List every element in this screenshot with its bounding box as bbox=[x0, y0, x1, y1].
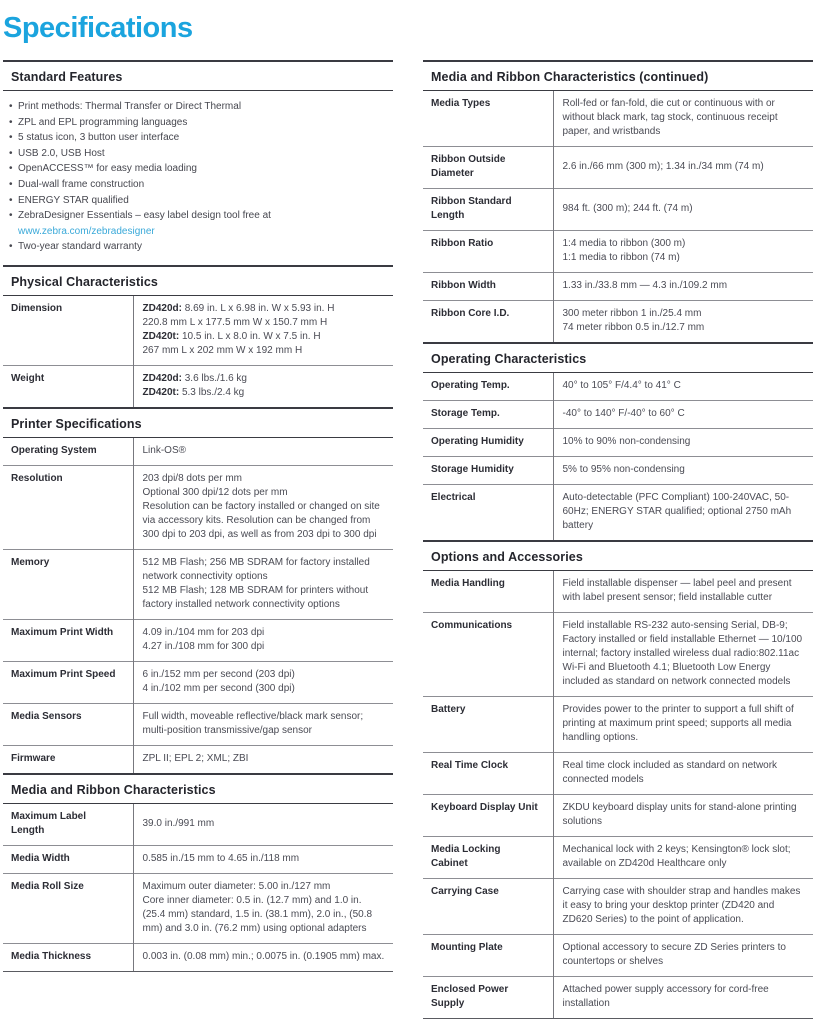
spec-value-line: 1:4 media to ribbon (300 m) bbox=[562, 238, 686, 249]
section-title: Standard Features bbox=[3, 62, 393, 91]
spec-label: Media Thickness bbox=[3, 943, 133, 971]
section-title: Printer Specifications bbox=[3, 409, 393, 438]
spec-label: Operating System bbox=[3, 438, 133, 466]
spec-value-line: 0.003 in. (0.08 mm) min.; 0.0075 in. (0.1905 mm) max. bbox=[142, 950, 385, 962]
spec-value-line: 220.8 mm L x 177.5 mm W x 150.7 mm H bbox=[142, 316, 328, 328]
spec-value-line: ZPL II; EPL 2; XML; ZBI bbox=[142, 752, 249, 764]
spec-value-line: ZD420d: 8.69 in. L x 6.98 in. W x 5.93 in. H bbox=[142, 302, 335, 314]
spec-value bbox=[553, 977, 813, 1019]
feature-item bbox=[9, 146, 387, 162]
spec-value bbox=[553, 879, 813, 935]
feature-text: ZebraDesigner Essentials – easy label design tool free at bbox=[18, 210, 271, 222]
spec-row-real-time-clock bbox=[423, 753, 813, 795]
spec-value bbox=[133, 845, 393, 873]
spec-row-communications bbox=[423, 613, 813, 697]
spec-value-line: 1:1 media to ribbon (74 m) bbox=[562, 252, 680, 263]
spec-row-operating-temp bbox=[423, 373, 813, 401]
spec-label: Mounting Plate bbox=[423, 935, 553, 977]
spec-label: Firmware bbox=[3, 745, 133, 773]
spec-value-line: Maximum outer diameter: 5.00 in./127 mm bbox=[142, 880, 331, 892]
spec-value-line: 10% to 90% non-condensing bbox=[562, 436, 691, 447]
spec-table bbox=[3, 804, 393, 971]
spec-label: Media Locking Cabinet bbox=[423, 837, 553, 879]
feature-text: ENERGY STAR qualified bbox=[18, 194, 129, 206]
spec-table bbox=[423, 571, 813, 1018]
section-options-and-accessories bbox=[423, 540, 813, 1019]
spec-value-line: 984 ft. (300 m); 244 ft. (74 m) bbox=[562, 203, 693, 214]
spec-value-line: 2.6 in./66 mm (300 m); 1.34 in./34 mm (74 m) bbox=[562, 161, 764, 172]
spec-value-line: ZKDU keyboard display units for stand-alone printing solutions bbox=[562, 802, 797, 827]
spec-label: Real Time Clock bbox=[423, 753, 553, 795]
spec-value-line: 39.0 in./991 mm bbox=[142, 817, 215, 829]
spec-column bbox=[423, 60, 813, 1019]
spec-value bbox=[553, 571, 813, 613]
feature-text: 5 status icon, 3 button user interface bbox=[18, 132, 180, 144]
spec-row-maximum-label-length bbox=[3, 804, 393, 846]
spec-value-line: ZD420t: 10.5 in. L x 8.0 in. W x 7.5 in. H bbox=[142, 330, 321, 342]
feature-text: ZPL and EPL programming languages bbox=[18, 116, 188, 128]
feature-text: Dual-wall frame construction bbox=[18, 178, 145, 190]
spec-value-line: Attached power supply accessory for cord-free installation bbox=[562, 984, 769, 1009]
spec-value bbox=[553, 429, 813, 457]
feature-item bbox=[9, 130, 387, 146]
spec-value bbox=[133, 943, 393, 971]
spec-label: Ribbon Standard Length bbox=[423, 189, 553, 231]
spec-row-media-width bbox=[3, 845, 393, 873]
section-title: Options and Accessories bbox=[423, 542, 813, 571]
spec-value bbox=[133, 296, 393, 366]
spec-label: Media Width bbox=[3, 845, 133, 873]
spec-value bbox=[133, 804, 393, 846]
spec-row-carrying-case bbox=[423, 879, 813, 935]
spec-label: Media Handling bbox=[423, 571, 553, 613]
spec-row-ribbon-core-i-d bbox=[423, 301, 813, 343]
spec-value-line: Auto-detectable (PFC Compliant) 100-240VAC, 50-60Hz; ENERGY STAR qualified; optional 2750 mAh battery bbox=[562, 492, 792, 531]
zebra-designer-link[interactable]: www.zebra.com/zebradesigner bbox=[18, 225, 155, 237]
feature-item bbox=[9, 161, 387, 177]
spec-value-line: Full width, moveable reflective/black mark sensor; multi-position transmissive/gap sensor bbox=[142, 710, 364, 736]
spec-label: Resolution bbox=[3, 465, 133, 549]
spec-value-line: Real time clock included as standard on network connected models bbox=[562, 760, 778, 785]
spec-row-media-sensors bbox=[3, 703, 393, 745]
section-title: Media and Ribbon Characteristics (continued) bbox=[423, 62, 813, 91]
spec-value-line: 4 in./102 mm per second (300 dpi) bbox=[142, 682, 295, 694]
spec-value bbox=[133, 549, 393, 619]
spec-value bbox=[133, 703, 393, 745]
spec-value-line: ZD420t: 5.3 lbs./2.4 kg bbox=[142, 386, 245, 398]
spec-label: Ribbon Width bbox=[423, 273, 553, 301]
spec-row-firmware bbox=[3, 745, 393, 773]
spec-label: Media Types bbox=[423, 91, 553, 147]
spec-label: Electrical bbox=[423, 485, 553, 541]
spec-label: Ribbon Ratio bbox=[423, 231, 553, 273]
spec-label: Weight bbox=[3, 365, 133, 407]
spec-value bbox=[553, 231, 813, 273]
spec-value bbox=[553, 697, 813, 753]
spec-value-line: Carrying case with shoulder strap and handles makes it easy to bring your desktop printer (ZD420 and ZD620 Series) to the point of application. bbox=[562, 886, 801, 925]
spec-value bbox=[553, 753, 813, 795]
spec-value bbox=[553, 301, 813, 343]
section-media-and-ribbon-characteristics bbox=[3, 773, 393, 972]
spec-row-ribbon-standard-length bbox=[423, 189, 813, 231]
spec-value bbox=[133, 661, 393, 703]
feature-text: USB 2.0, USB Host bbox=[18, 147, 105, 159]
spec-value-line: 0.585 in./15 mm to 4.65 in./118 mm bbox=[142, 852, 300, 864]
model-name: ZD420t: bbox=[142, 386, 180, 398]
section-title: Operating Characteristics bbox=[423, 344, 813, 373]
spec-label: Keyboard Display Unit bbox=[423, 795, 553, 837]
spec-value-line: 512 MB Flash; 128 MB SDRAM for printers without factory installed network connectivity options bbox=[142, 584, 369, 610]
spec-value bbox=[553, 457, 813, 485]
spec-table bbox=[3, 296, 393, 407]
spec-row-media-types bbox=[423, 91, 813, 147]
columns-wrapper bbox=[3, 60, 817, 1019]
spec-row-ribbon-outside-diameter bbox=[423, 147, 813, 189]
spec-value bbox=[553, 147, 813, 189]
spec-row-enclosed-power-supply bbox=[423, 977, 813, 1019]
spec-value-line: 40° to 105° F/4.4° to 41° C bbox=[562, 380, 681, 391]
spec-value-line: 512 MB Flash; 256 MB SDRAM for factory installed network connectivity options bbox=[142, 556, 370, 582]
spec-row-keyboard-display-unit bbox=[423, 795, 813, 837]
spec-value-line: -40° to 140° F/-40° to 60° C bbox=[562, 408, 685, 419]
section-title: Media and Ribbon Characteristics bbox=[3, 775, 393, 804]
spec-value bbox=[553, 373, 813, 401]
spec-label: Battery bbox=[423, 697, 553, 753]
spec-value bbox=[553, 935, 813, 977]
spec-value bbox=[553, 837, 813, 879]
spec-row-resolution bbox=[3, 465, 393, 549]
spec-value bbox=[133, 745, 393, 773]
model-name: ZD420t: bbox=[142, 330, 180, 342]
spec-value bbox=[553, 401, 813, 429]
spec-value-line: 4.27 in./108 mm for 300 dpi bbox=[142, 640, 265, 652]
spec-label: Storage Humidity bbox=[423, 457, 553, 485]
section-printer-specifications bbox=[3, 407, 393, 773]
spec-value bbox=[553, 189, 813, 231]
feature-item bbox=[9, 99, 387, 115]
spec-value bbox=[133, 365, 393, 407]
spec-row-ribbon-ratio bbox=[423, 231, 813, 273]
spec-label: Maximum Print Width bbox=[3, 619, 133, 661]
spec-value-line: 1.33 in./33.8 mm — 4.3 in./109.2 mm bbox=[562, 280, 728, 291]
feature-item bbox=[9, 193, 387, 209]
spec-label: Carrying Case bbox=[423, 879, 553, 935]
spec-label: Ribbon Core I.D. bbox=[423, 301, 553, 343]
spec-row-storage-humidity bbox=[423, 457, 813, 485]
feature-item bbox=[9, 208, 387, 239]
spec-value-line: 4.09 in./104 mm for 203 dpi bbox=[142, 626, 265, 638]
spec-label: Enclosed Power Supply bbox=[423, 977, 553, 1019]
model-name: ZD420d: bbox=[142, 302, 182, 314]
spec-value-line: Resolution can be factory installed or changed on site via accessory kits. Resolution can be changed from 300 dpi to 203 dpi, as well as from 203 dpi to 300 dpi bbox=[142, 500, 380, 540]
spec-row-ribbon-width bbox=[423, 273, 813, 301]
spec-label: Communications bbox=[423, 613, 553, 697]
spec-label: Memory bbox=[3, 549, 133, 619]
spec-value-line: 74 meter ribbon 0.5 in./12.7 mm bbox=[562, 322, 705, 333]
spec-row-maximum-print-speed bbox=[3, 661, 393, 703]
spec-label: Media Roll Size bbox=[3, 873, 133, 943]
spec-value-line: Roll-fed or fan-fold, die cut or continuous with or without black mark, tag stock, continuous receipt paper, and wristbands bbox=[562, 98, 778, 137]
spec-value bbox=[553, 91, 813, 147]
feature-item bbox=[9, 115, 387, 131]
feature-text: Two-year standard warranty bbox=[18, 241, 142, 253]
spec-label: Operating Temp. bbox=[423, 373, 553, 401]
spec-row-storage-temp bbox=[423, 401, 813, 429]
spec-label: Maximum Label Length bbox=[3, 804, 133, 846]
spec-value-line: Field installable dispenser — label peel and present with label present sensor; field installable cutter bbox=[562, 578, 792, 603]
spec-row-operating-humidity bbox=[423, 429, 813, 457]
spec-value-line: 300 meter ribbon 1 in./25.4 mm bbox=[562, 308, 702, 319]
spec-value-line: 203 dpi/8 dots per mm bbox=[142, 472, 242, 484]
spec-value bbox=[553, 273, 813, 301]
section-title: Physical Characteristics bbox=[3, 267, 393, 296]
spec-value-line: Mechanical lock with 2 keys; Kensington® lock slot; available on ZD420d Healthcare only bbox=[562, 844, 791, 869]
spec-row-media-roll-size bbox=[3, 873, 393, 943]
spec-row-dimension bbox=[3, 296, 393, 366]
page-title: Specifications bbox=[3, 12, 193, 44]
section-physical-characteristics bbox=[3, 265, 393, 407]
spec-label: Storage Temp. bbox=[423, 401, 553, 429]
spec-value bbox=[553, 485, 813, 541]
spec-value-line: Provides power to the printer to support a full shift of printing at maximum print speed; supports all media handling options. bbox=[562, 704, 794, 743]
spec-table bbox=[423, 373, 813, 540]
feature-list bbox=[3, 91, 393, 265]
spec-row-electrical bbox=[423, 485, 813, 541]
spec-value bbox=[133, 873, 393, 943]
spec-table bbox=[3, 438, 393, 773]
spec-label: Maximum Print Speed bbox=[3, 661, 133, 703]
spec-value-line: 6 in./152 mm per second (203 dpi) bbox=[142, 668, 295, 680]
spec-row-battery bbox=[423, 697, 813, 753]
feature-text: OpenACCESS™ for easy media loading bbox=[18, 163, 197, 175]
spec-value-line: Link-OS® bbox=[142, 444, 186, 456]
spec-value-line: Field installable RS-232 auto-sensing Serial, DB-9; Factory installed or field installable Ethernet — 10/100 internal; factory installed wireless dual radio:802.11ac Wi-Fi and Bluetooth 4.1; Bluetooth Low Energy included as standard on network connected models bbox=[562, 620, 803, 687]
spec-value-line: 267 mm L x 202 mm W x 192 mm H bbox=[142, 344, 303, 356]
spec-value-line: ZD420d: 3.6 lbs./1.6 kg bbox=[142, 372, 247, 384]
spec-label: Operating Humidity bbox=[423, 429, 553, 457]
spec-row-mounting-plate bbox=[423, 935, 813, 977]
spec-label: Ribbon Outside Diameter bbox=[423, 147, 553, 189]
spec-value-line: 5% to 95% non-condensing bbox=[562, 464, 685, 475]
spec-row-weight bbox=[3, 365, 393, 407]
spec-row-media-thickness bbox=[3, 943, 393, 971]
spec-value-line: Optional 300 dpi/12 dots per mm bbox=[142, 486, 288, 498]
section-media-and-ribbon-characteristics-continued bbox=[423, 60, 813, 342]
spec-row-media-handling bbox=[423, 571, 813, 613]
spec-table bbox=[423, 91, 813, 342]
spec-row-maximum-print-width bbox=[3, 619, 393, 661]
model-name: ZD420d: bbox=[142, 372, 182, 384]
feature-text: Print methods: Thermal Transfer or Direct Thermal bbox=[18, 101, 242, 112]
spec-value-line: Core inner diameter: 0.5 in. (12.7 mm) and 1.0 in. (25.4 mm) standard, 1.5 in. (38.1 mm), 2.0 in., (50.8 mm) and 3.0 in. (76.2 mm) using optional adapters bbox=[142, 894, 373, 934]
section-standard-features bbox=[3, 60, 393, 265]
spec-value-line: Optional accessory to secure ZD Series printers to countertops or shelves bbox=[562, 942, 786, 967]
spec-column bbox=[3, 60, 393, 1019]
spec-value bbox=[133, 465, 393, 549]
spec-value bbox=[133, 438, 393, 466]
spec-label: Dimension bbox=[3, 296, 133, 366]
feature-item bbox=[9, 177, 387, 193]
spec-value bbox=[133, 619, 393, 661]
spec-label: Media Sensors bbox=[3, 703, 133, 745]
spec-value bbox=[553, 795, 813, 837]
spec-row-operating-system bbox=[3, 438, 393, 466]
spec-row-memory bbox=[3, 549, 393, 619]
spec-row-media-locking-cabinet bbox=[423, 837, 813, 879]
section-operating-characteristics bbox=[423, 342, 813, 540]
feature-item bbox=[9, 239, 387, 255]
spec-value bbox=[553, 613, 813, 697]
